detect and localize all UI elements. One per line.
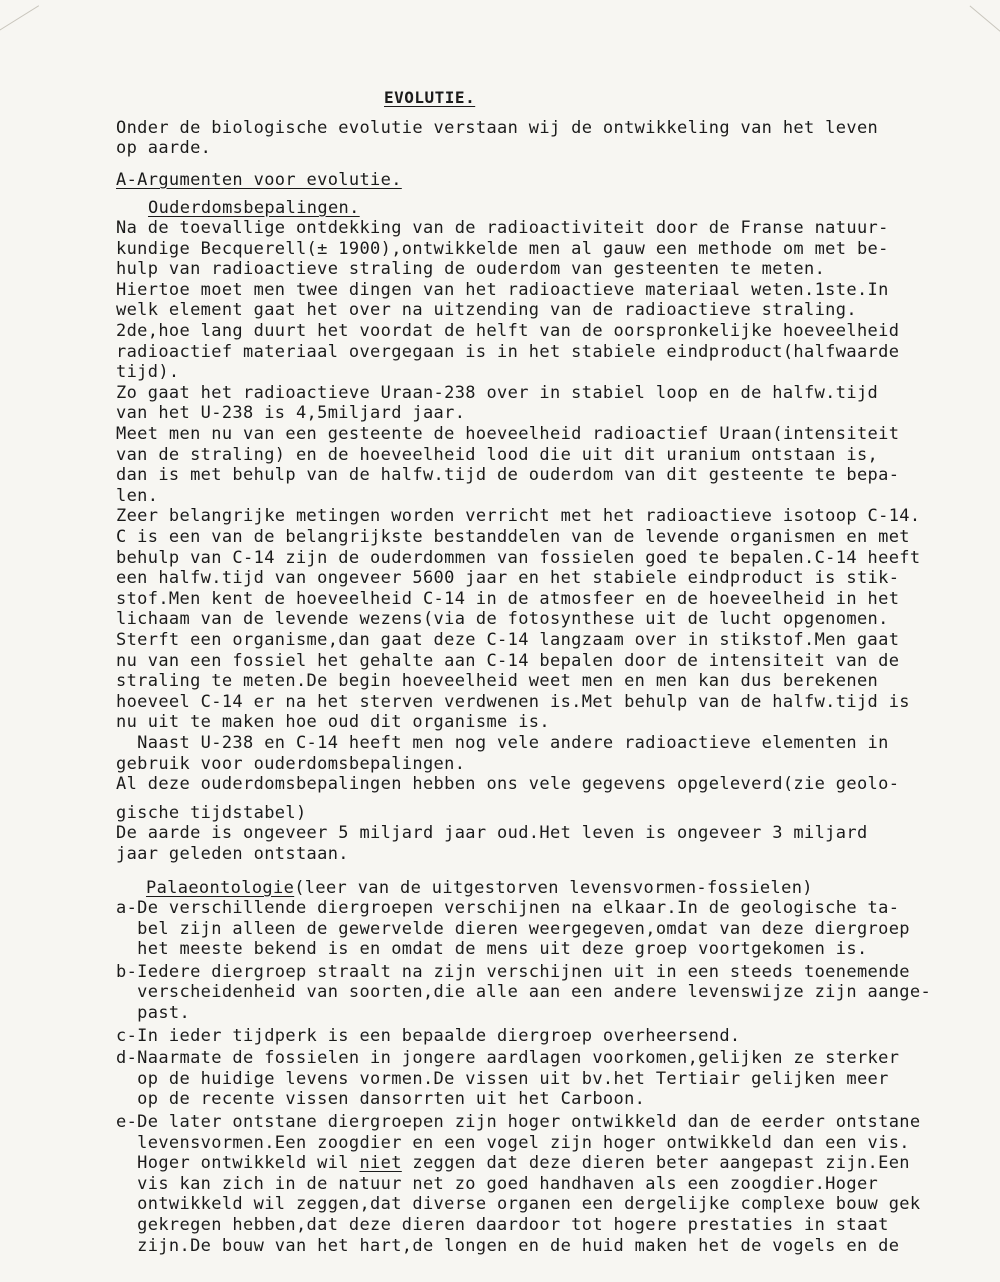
ouderdom-line: nu uit te maken hoe oud dit organisme is. bbox=[116, 712, 550, 733]
palaeo-line: verscheidenheid van soorten,die alle aan een andere levenswijze zijn aange- bbox=[116, 982, 932, 1003]
palaeo-line: vis kan zich in de natuur net zo goed handhaven als een zoogdier.Hoger bbox=[116, 1173, 879, 1194]
palaeo-line: b-Iedere diergroep straalt na zijn verschijnen uit in een steeds toenemende bbox=[116, 961, 910, 982]
ouderdom-line: een halfw.tijd van ongeveer 5600 jaar en het stabiele eindproduct is stik- bbox=[116, 568, 900, 589]
ouderdom-line: behulp van C-14 zijn de ouderdommen van fossielen goed te bepalen.C-14 heeft bbox=[116, 547, 921, 568]
palaeo-line: gekregen hebben,dat deze dieren daardoor tot hogere prestaties in staat bbox=[116, 1215, 889, 1235]
ouderdom-line: nu van een fossiel het gehalte aan C-14 bepalen door de intensiteit van de bbox=[116, 650, 900, 671]
ouderdom-line: dan is met behulp van de halfw.tijd de ouderdom van dit gesteente te bepa- bbox=[116, 465, 900, 486]
palaeo-line: het meeste bekend is en omdat de mens uit deze groep voortgekomen is. bbox=[116, 939, 868, 960]
ouderdom-line: De aarde is ongeveer 5 miljard jaar oud.Het leven is ongeveer 3 miljard bbox=[116, 823, 868, 844]
folded-corner-left bbox=[0, 5, 60, 72]
ouderdom-line: Na de toevallige ontdekking van de radioactiviteit door de Franse natuur- bbox=[116, 218, 889, 238]
ouderdom-line: Meet men nu van een gesteente de hoeveelheid radioactief Uraan(intensiteit bbox=[116, 424, 900, 444]
palaeo-heading-line bbox=[146, 878, 813, 898]
emphasis-niet: niet bbox=[359, 1153, 402, 1174]
palaeo-line: op de huidige levens vormen.De vissen uit bv.het Tertiair gelijken meer bbox=[116, 1068, 889, 1089]
ouderdom-line: Naast U-238 en C-14 heeft men nog vele andere radioactieve elementen in bbox=[116, 733, 889, 753]
palaeo-line: c-In ieder tijdperk is een bepaalde diergroep overheersend. bbox=[116, 1025, 741, 1046]
ouderdom-line: gebruik voor ouderdomsbepalingen. bbox=[116, 753, 466, 774]
ouderdom-line: van de straling) en de hoeveelheid lood die uit dit uranium ontstaan is, bbox=[116, 444, 879, 465]
ouderdom-heading: Ouderdomsbepalingen. bbox=[148, 198, 360, 218]
ouderdom-line: len. bbox=[116, 485, 159, 506]
ouderdom-line: hulp van radioactieve straling de ouderdom van gesteenten te meten. bbox=[116, 259, 826, 280]
ouderdom-line: gische tijdstabel) bbox=[116, 802, 307, 823]
palaeo-line: bel zijn alleen de gewervelde dieren weergegeven,omdat van deze diergroep bbox=[116, 918, 910, 939]
ouderdom-line: Zeer belangrijke metingen worden verricht met het radioactieve isotoop C-14. bbox=[116, 506, 921, 527]
palaeo-line: zijn.De bouw van het hart,de longen en de huid maken het de vogels en de bbox=[116, 1235, 900, 1256]
ouderdom-line: 2de,hoe lang duurt het voordat de helft van de oorspronkelijke hoeveelheid bbox=[116, 321, 900, 341]
document-title: EVOLUTIE. bbox=[384, 88, 476, 107]
palaeo-line: Hoger ontwikkeld wil niet zeggen dat deze dieren beter aangepast zijn.Een bbox=[116, 1153, 910, 1174]
intro-line: op aarde. bbox=[116, 138, 212, 158]
palaeo-line: e-De later ontstane diergroepen zijn hoger ontwikkeld dan de eerder ontstane bbox=[116, 1112, 921, 1132]
palaeo-line: a-De verschillende diergroepen verschijnen na elkaar.In de geologische ta- bbox=[116, 898, 900, 918]
ouderdom-line: jaar geleden ontstaan. bbox=[116, 844, 349, 864]
palaeo-heading: Palaeontologie bbox=[146, 878, 295, 898]
palaeo-line: op de recente vissen dansorrten uit het Carboon. bbox=[116, 1089, 646, 1110]
ouderdom-line: Al deze ouderdomsbepalingen hebben ons vele gegevens opgeleverd(zie geolo- bbox=[116, 774, 900, 795]
ouderdom-line: kundige Becquerell(± 1900),ontwikkelde men al gauw een methode om met be- bbox=[116, 238, 889, 259]
ouderdom-line: radioactief materiaal overgegaan is in het stabiele eindproduct(halfwaarde bbox=[116, 341, 900, 362]
palaeo-line: ontwikkeld wil zeggen,dat diverse organen een dergelijke complexe bouw gek bbox=[116, 1194, 921, 1215]
ouderdom-line: C is een van de belangrijkste bestanddelen van de levende organismen en met bbox=[116, 527, 910, 547]
ouderdom-line: Hiertoe moet men twee dingen van het radioactieve materiaal weten.1ste.In bbox=[116, 279, 889, 300]
ouderdom-line: lichaam van de levende wezens(via de fotosynthese uit de lucht opgenomen. bbox=[116, 609, 889, 630]
ouderdom-line: stof.Men kent de hoeveelheid C-14 in de atmosfeer en de hoeveelheid in het bbox=[116, 588, 900, 609]
ouderdom-line: Zo gaat het radioactieve Uraan-238 over in stabiel loop en de halfw.tijd bbox=[116, 382, 879, 403]
intro-line: Onder de biologische evolutie verstaan wij de ontwikkeling van het leven bbox=[116, 118, 879, 138]
ouderdom-line: hoeveel C-14 er na het sterven verdwenen is.Met behulp van de halfw.tijd is bbox=[116, 691, 910, 712]
ouderdom-line: van het U-238 is 4,5miljard jaar. bbox=[116, 403, 466, 424]
palaeo-line: levensvormen.Een zoogdier en een vogel zijn hoger ontwikkeld dan een vis. bbox=[116, 1132, 910, 1153]
ouderdom-line: straling te meten.De begin hoeveelheid weet men en men kan dus berekenen bbox=[116, 671, 879, 692]
palaeo-heading-rest: (leer van de uitgestorven levensvormen-fossielen) bbox=[294, 878, 813, 898]
ouderdom-line: welk element gaat het over na uitzending van de radioactieve straling. bbox=[116, 300, 857, 321]
palaeo-line: past. bbox=[116, 1003, 191, 1023]
palaeo-line: d-Naarmate de fossielen in jongere aardlagen voorkomen,gelijken ze sterker bbox=[116, 1048, 900, 1069]
ouderdom-line: tijd). bbox=[116, 362, 180, 383]
ouderdom-line: Sterft een organisme,dan gaat deze C-14 langzaam over in stikstof.Men gaat bbox=[116, 630, 900, 650]
folded-corner-right bbox=[944, 6, 1000, 76]
section-a-heading: A-Argumenten voor evolutie. bbox=[116, 170, 402, 190]
